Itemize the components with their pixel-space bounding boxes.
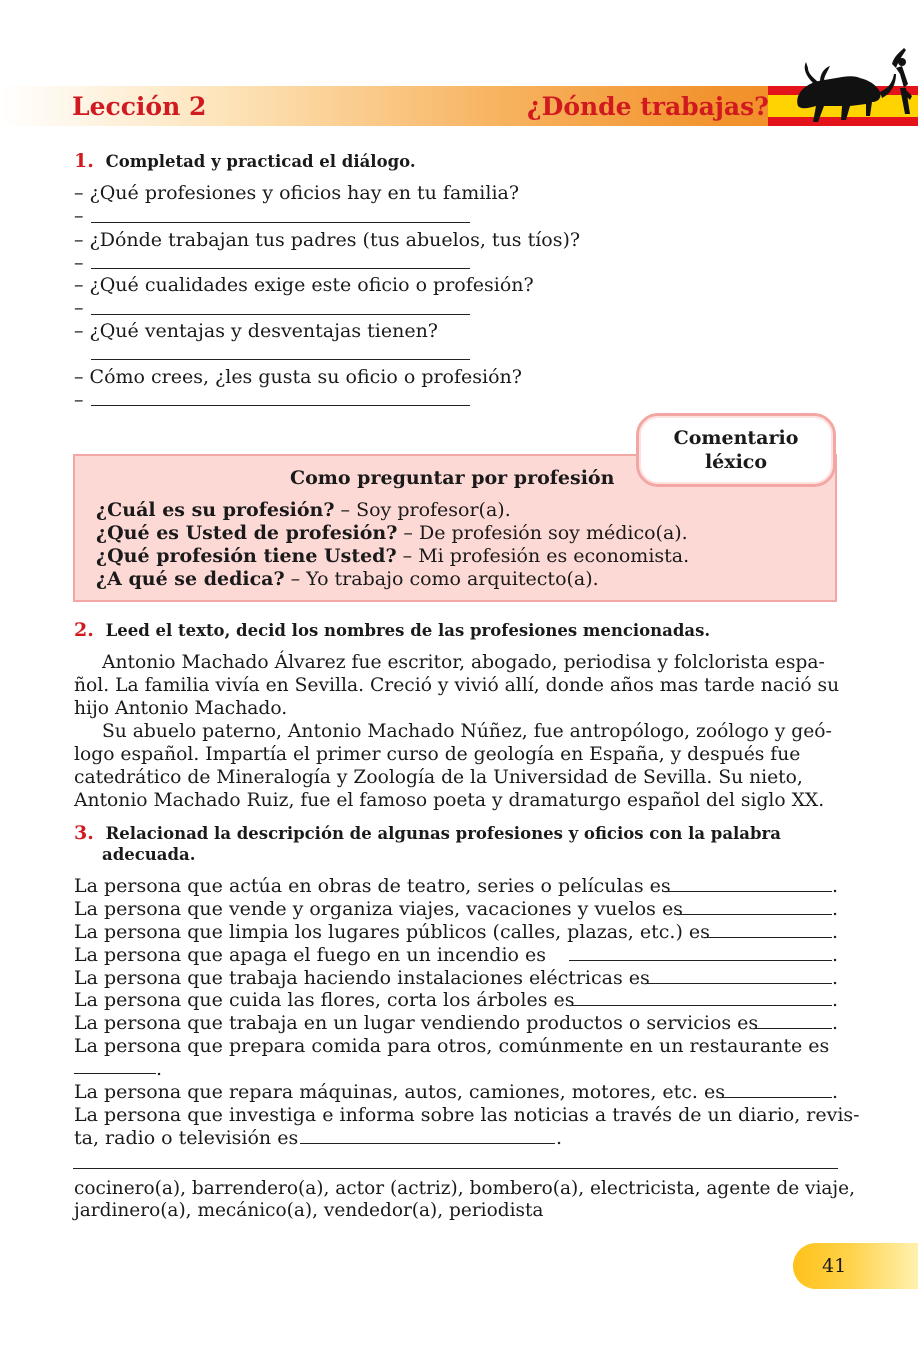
bull-and-matador-icon	[784, 44, 918, 130]
page-number-badge	[793, 1243, 918, 1289]
dialogue-dash: –	[74, 297, 84, 319]
text-paragraph-line: Antonio Machado Ruiz, fue el famoso poeta y dramaturgo español del siglo XX.	[74, 790, 825, 811]
answer-line[interactable]	[645, 983, 832, 984]
line-end-dot: .	[832, 967, 839, 989]
line-end-dot: .	[556, 1127, 563, 1149]
dialogue-dash: –	[74, 252, 84, 274]
answer-line[interactable]	[91, 268, 470, 269]
line-end-dot: .	[832, 1081, 839, 1103]
line-end-dot: .	[832, 921, 839, 943]
answer-line[interactable]	[677, 914, 832, 915]
word-bank-divider	[73, 1168, 838, 1169]
dialogue-line: – ¿Qué profesiones y oficios hay en tu familia?	[74, 182, 520, 204]
description-line: La persona que apaga el fuego en un incendio es	[74, 944, 546, 966]
description-line: La persona que actúa en obras de teatro, series o películas es	[74, 875, 671, 897]
description-line: La persona que trabaja haciendo instalaciones eléctricas es	[74, 967, 650, 989]
answer-line[interactable]	[704, 937, 832, 938]
line-end-dot: .	[832, 875, 839, 897]
description-line: ta, radio o televisión es	[74, 1127, 299, 1149]
dialogue-line: – ¿Qué cualidades exige este oficio o profesión?	[74, 274, 534, 296]
line-end-dot: .	[832, 1012, 839, 1034]
line-end-dot: .	[832, 989, 839, 1011]
dialogue-line: – Cómo crees, ¿les gusta su oficio o profesión?	[74, 366, 522, 388]
text-paragraph-line: logo español. Impartía el primer curso de geología en España, y después fue	[74, 744, 801, 765]
description-line: La persona que vende y organiza viajes, vacaciones y vuelos es	[74, 898, 683, 920]
answer-line[interactable]	[664, 891, 832, 892]
description-line: La persona que prepara comida para otros, comúnmente en un restaurante es	[74, 1035, 830, 1057]
line-end-dot: .	[832, 944, 839, 966]
answer-line[interactable]	[720, 1097, 832, 1098]
note-item: ¿Cuál es su profesión? – Soy profesor(a).	[96, 499, 511, 521]
answer-line[interactable]	[91, 405, 470, 406]
description-line: La persona que investiga e informa sobre las noticias a través de un diario, revis-	[74, 1104, 860, 1126]
text-paragraph-line: Su abuelo paterno, Antonio Machado Núñez, fue antropólogo, zoólogo y geó-	[102, 721, 832, 742]
answer-line[interactable]	[74, 1073, 156, 1074]
lesson-title: Lección 2	[72, 92, 207, 121]
answer-line[interactable]	[300, 1143, 555, 1144]
exercise-3-heading: 3. Relacionad la descripción de algunas profesiones y oficios con la palabra	[74, 822, 781, 844]
lesson-theme: ¿Dónde trabajas?	[527, 92, 769, 121]
answer-line[interactable]	[570, 1005, 832, 1006]
text-paragraph-line: catedrático de Mineralogía y Zoología de la Universidad de Sevilla. Su nieto,	[74, 767, 803, 788]
answer-line[interactable]	[755, 1028, 832, 1029]
text-paragraph-line: hijo Antonio Machado.	[74, 698, 288, 719]
note-item: ¿Qué profesión tiene Usted? – Mi profesión es economista.	[96, 545, 690, 567]
line-end-dot: .	[156, 1058, 163, 1080]
dialogue-line: – ¿Qué ventajas y desventajas tienen?	[74, 320, 438, 342]
answer-line[interactable]	[91, 359, 470, 360]
exercise-2-heading: 2. Leed el texto, decid los nombres de las profesiones mencionadas.	[74, 619, 711, 641]
dialogue-line: – ¿Dónde trabajan tus padres (tus abuelos, tus tíos)?	[74, 229, 581, 251]
text-paragraph-line: Antonio Machado Álvarez fue escritor, abogado, periodisa y folclorista espa-	[102, 652, 825, 673]
lexical-note-tab-label: Comentario léxico	[673, 427, 799, 473]
dialogue-dash: –	[74, 389, 84, 411]
line-end-dot: .	[832, 898, 839, 920]
lexical-note-title: Como preguntar por profesión	[290, 467, 615, 489]
note-item: ¿Qué es Usted de profesión? – De profesión soy médico(a).	[96, 522, 688, 544]
dialogue-dash: –	[74, 205, 84, 227]
page-number: 41	[822, 1255, 847, 1277]
answer-line[interactable]	[91, 222, 470, 223]
exercise-3-heading-cont: adecuada.	[102, 845, 196, 864]
description-line: La persona que trabaja en un lugar vendiendo productos o servicios es	[74, 1012, 759, 1034]
answer-line[interactable]	[91, 314, 470, 315]
answer-line[interactable]	[569, 960, 832, 961]
word-bank-line: cocinero(a), barrendero(a), actor (actriz), bombero(a), electricista, agente de viaje,	[74, 1178, 856, 1199]
text-paragraph-line: ñol. La familia vivía en Sevilla. Creció y vivió allí, donde años mas tarde nació su	[74, 675, 840, 696]
exercise-1-heading: 1. Completad y practicad el diálogo.	[74, 150, 416, 172]
description-line: La persona que limpia los lugares públicos (calles, plazas, etc.) es	[74, 921, 710, 943]
note-item: ¿A qué se dedica? – Yo trabajo como arquitecto(a).	[96, 568, 599, 590]
word-bank-line: jardinero(a), mecánico(a), vendedor(a), periodista	[74, 1200, 544, 1221]
description-line: La persona que repara máquinas, autos, camiones, motores, etc. es	[74, 1081, 725, 1103]
description-line: La persona que cuida las flores, corta los árboles es	[74, 989, 575, 1011]
